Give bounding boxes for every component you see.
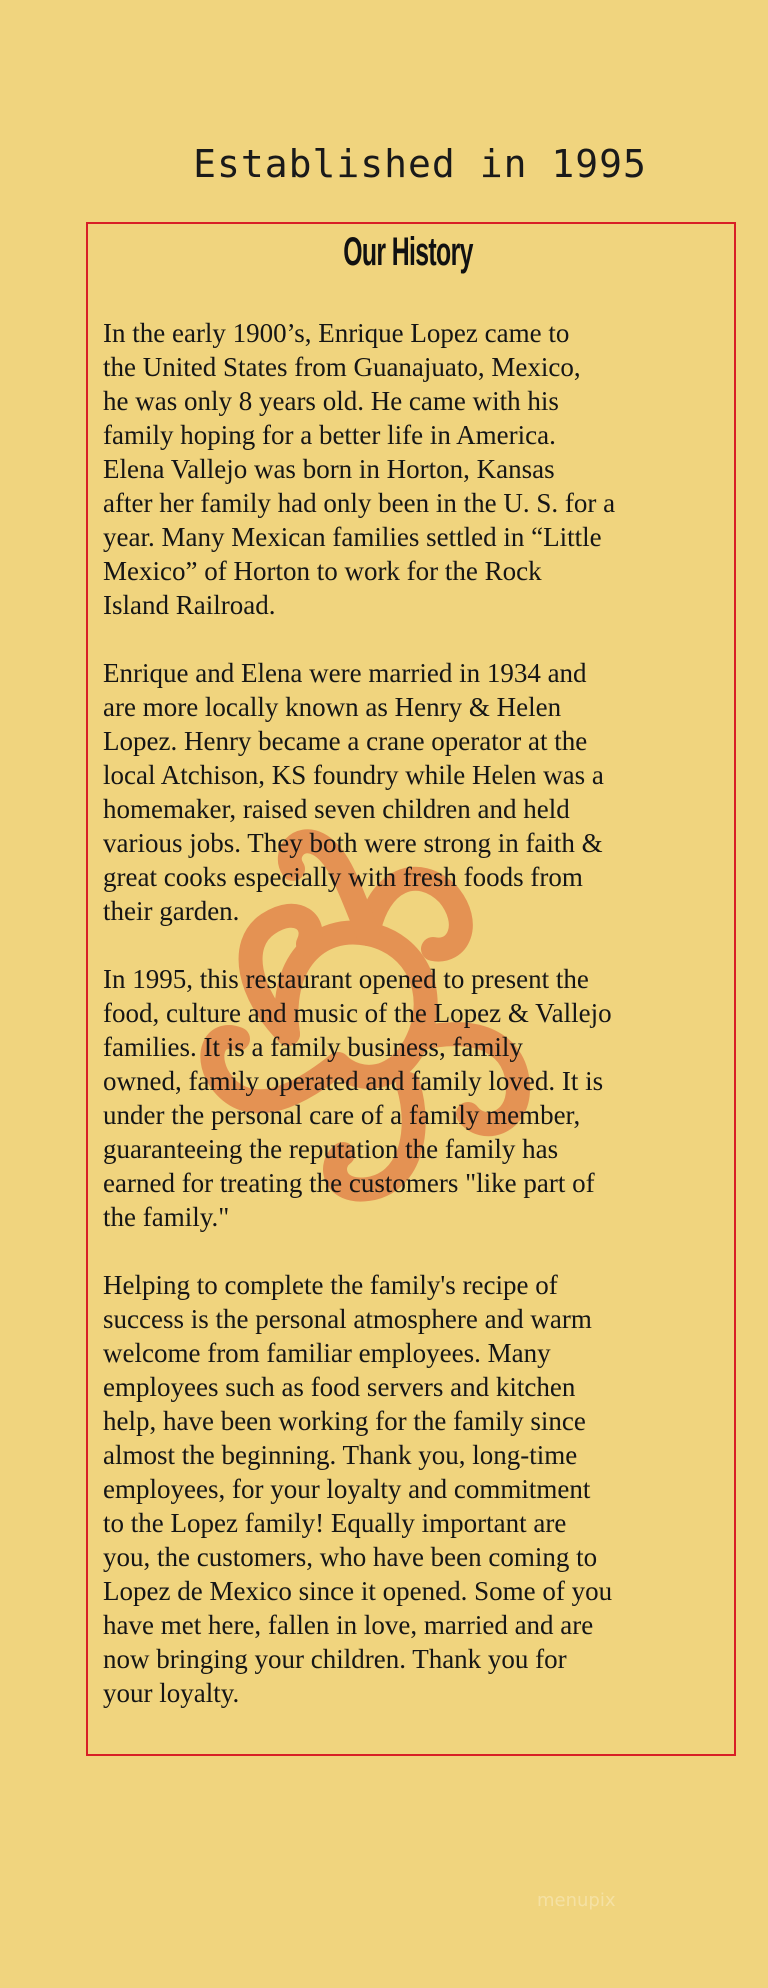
history-paragraph-4: Helping to complete the family's recipe of success is the personal atmosphere and warm welcome from familiar employees. Many employees such as food servers and kitchen help, have been working for the family since almost the beginning. Thank you, long-time employees, for your loyalty and commitment to the Lopez family! Equally important are you, the customers, who have been coming to Lopez de Mexico since it opened. Some of you have met here, fallen in love, married and are now bringing your children. Thank you for your loyalty. (103, 1270, 613, 1708)
history-paragraph-2: Enrique and Elena were married in 1934 and are more locally known as Henry & Helen Lopez. Henry became a crane operator at the local Atchison, KS foundry while Helen was a homemaker, raised seven children and held various jobs. They both were strong in faith & great cooks especially with fresh foods from their garden. (103, 658, 604, 926)
history-heading: Our History (343, 230, 473, 274)
history-box (86, 222, 736, 1756)
menupix-watermark: menupix (537, 1890, 616, 1911)
history-text (103, 316, 728, 1744)
history-paragraph-3: In 1995, this restaurant opened to present the food, culture and music of the Lopez & Vallejo families. It is a family business, family owned, family operated and family loved. It is under the personal care of a family member, guaranteeing the reputation the family has earned for treating the customers "like part of the family." (103, 964, 612, 1232)
history-paragraph-1: In the early 1900’s, Enrique Lopez came to the United States from Guanajuato, Mexico, he was only 8 years old. He came with his family hoping for a better life in America. Elena Vallejo was born in Horton, Kansas after her family had only been in the U. S. for a year. Many Mexican families settled in “Little Mexico” of Horton to work for the Rock Island Railroad. (103, 318, 616, 620)
established-title: Established in 1995 (193, 142, 647, 186)
